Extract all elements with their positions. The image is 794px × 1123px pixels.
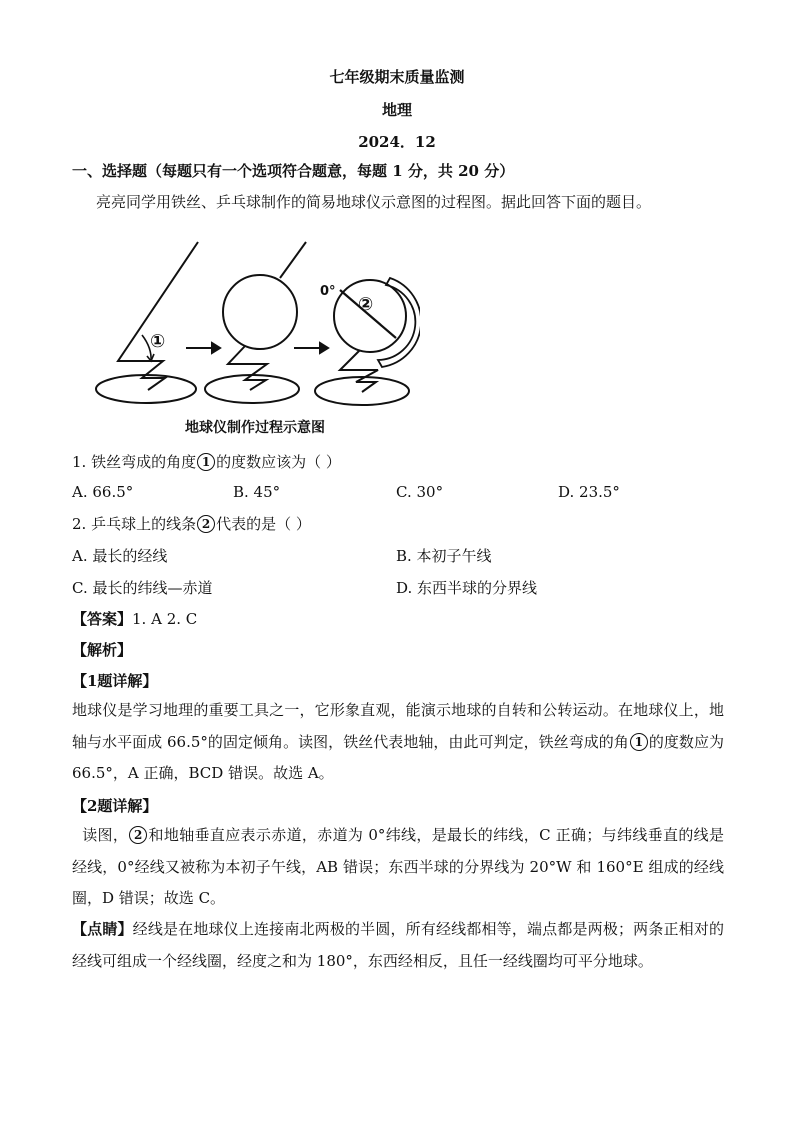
- circled-mark-1-detail: 1: [630, 733, 648, 751]
- question-1-stem-before: 1. 铁丝弯成的角度: [72, 453, 197, 471]
- figure-label-2: ②: [358, 294, 374, 315]
- intro-text: 亮亮同学用铁丝、乒乓球制作的简易地球仪示意图的过程图。据此回答下面的题目。: [96, 193, 652, 211]
- section-heading: 一、选择题（每题只有一个选项符合题意，每题 1 分，共 20 分）: [72, 162, 515, 180]
- answer-label: 【答案】: [72, 610, 133, 628]
- analysis-label: 【解析】: [72, 641, 133, 659]
- detail-2-text: [72, 820, 724, 915]
- circled-mark-2-detail: 2: [129, 826, 147, 844]
- figure-label-1: ①: [150, 331, 166, 352]
- detail-2-text-after: 和地轴垂直应表示赤道，赤道为 0°纬线，是最长的纬线，C 正确；与纬线垂直的线是经线，0°经线又被称为本初子午线，AB 错误；东西半球的分界线为 20°W 和 160°E 组成的经线圈，D 错误；故选 C。: [72, 826, 724, 907]
- base-stage1: [96, 375, 196, 403]
- question-2: [72, 513, 311, 534]
- q1-option-a[interactable]: A. 66.5°: [72, 483, 134, 501]
- tip-label: 【点睛】: [72, 920, 133, 938]
- exam-date: 2024．12: [358, 133, 436, 151]
- figure-caption: 地球仪制作过程示意图: [185, 420, 325, 436]
- answer-line: [72, 608, 197, 629]
- detail-1-text: [72, 695, 724, 790]
- question-1: [72, 451, 341, 472]
- q1-option-b[interactable]: B. 45°: [233, 483, 281, 501]
- tip-body: 经线是在地球仪上连接南北两极的半圆，所有经线都相等，端点都是两极；两条正相对的经线可组成一个经线圈，经度之和为 180°，东西经相反，且任一经线圈均可平分地球。: [72, 920, 724, 970]
- q1-option-c[interactable]: C. 30°: [396, 483, 444, 501]
- q2-option-d[interactable]: D. 东西半球的分界线: [396, 579, 538, 597]
- ball-stage2: [223, 275, 297, 349]
- detail-2-label: 【2题详解】: [72, 797, 158, 815]
- globe-making-figure: [90, 240, 420, 440]
- q2-option-a[interactable]: A. 最长的经线: [72, 547, 168, 565]
- question-2-stem-after: 代表的是（ ）: [216, 515, 311, 533]
- wire-axis-stage1: [118, 242, 198, 390]
- detail-1-label: 【1题详解】: [72, 672, 158, 690]
- detail-1-text-after: 的度数应为 66.5°，A 正确，BCD 错误。故选 A。: [72, 732, 724, 782]
- answer-text: 1. A 2. C: [132, 610, 198, 628]
- circled-mark-2: 2: [197, 515, 215, 533]
- detail-1-text-before: 地球仪是学习地理的重要工具之一，它形象直观，能演示地球的自转和公转运动。在地球仪上，地轴与水平面成 66.5°的固定倾角。读图，铁丝代表地轴，由此可判定，铁丝弯成的角: [72, 701, 724, 751]
- wire-stand-stage2: [228, 346, 267, 390]
- wire-stand-stage3: [340, 350, 378, 392]
- exam-title: 七年级期末质量监测: [329, 68, 465, 86]
- question-1-stem-after: 的度数应该为（ ）: [216, 453, 341, 471]
- q2-option-c[interactable]: C. 最长的纬线—赤道: [72, 579, 213, 597]
- detail-2-text-before: 读图，: [72, 826, 129, 844]
- question-2-stem-before: 2. 乒乓球上的线条: [72, 515, 197, 533]
- circled-mark-1: 1: [197, 453, 215, 471]
- wire-axis-stage2: [280, 242, 306, 278]
- q1-option-d[interactable]: D. 23.5°: [558, 483, 620, 501]
- tip-text: [72, 914, 724, 977]
- q2-option-b[interactable]: B. 本初子午线: [396, 547, 492, 565]
- meridian-ring: [378, 278, 420, 367]
- subject-title: 地理: [381, 101, 412, 119]
- figure-label-0deg: 0°: [320, 284, 336, 299]
